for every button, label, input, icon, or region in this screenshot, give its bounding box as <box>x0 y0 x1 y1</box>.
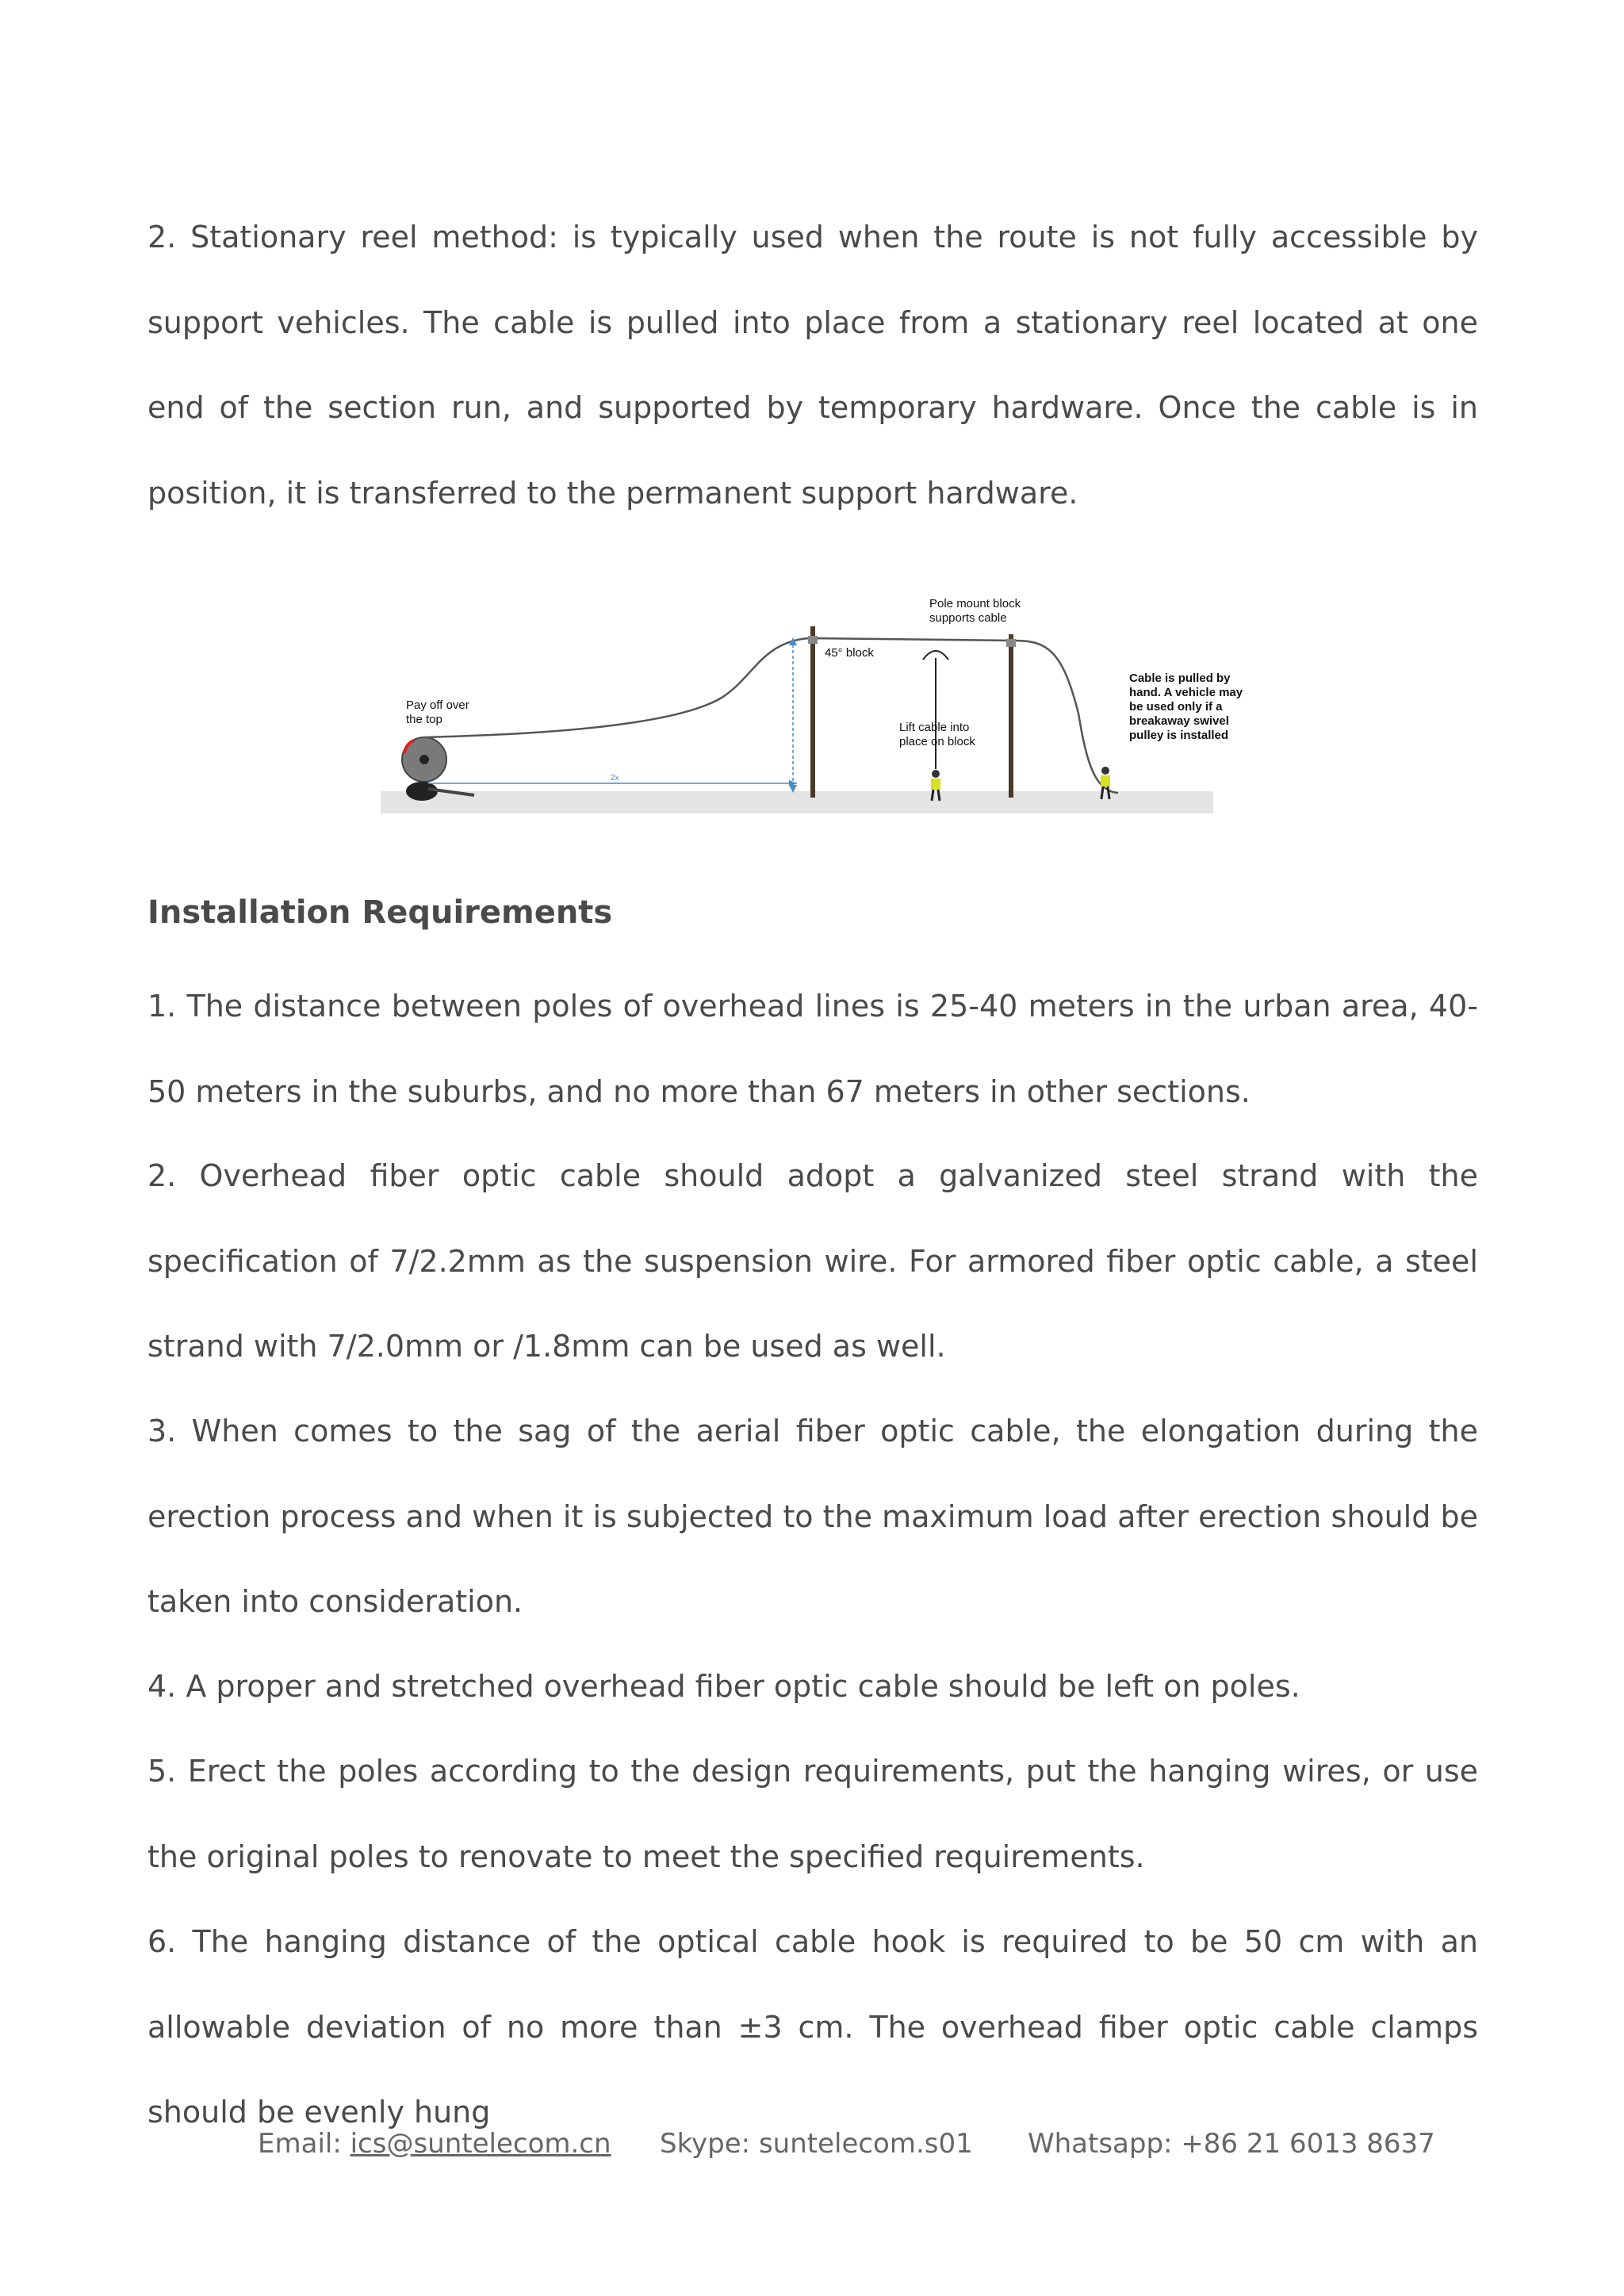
requirement-item-5: 5. Erect the poles according to the design requirements, put the hanging wires, or use the original poles to renovate to meet the specified requirements. <box>147 1754 1478 1874</box>
pulled-label-1: Cable is pulled by <box>1129 672 1231 685</box>
diagram-svg <box>381 587 1243 817</box>
reel-stand <box>406 782 438 801</box>
pulled-label-4: breakaway swivel <box>1129 714 1229 728</box>
section-heading: Installation Requirements <box>147 894 613 931</box>
footer-skype: Skype: suntelecom.s01 <box>660 2128 973 2160</box>
pay-off-label-2: the top <box>406 713 442 726</box>
requirement-item-1: 1. The distance between poles of overhead lines is 25-40 meters in the urban area, 40-50 meters in the suburbs, and no more than 67 meters in other sections. <box>147 989 1478 1109</box>
pay-off-label-1: Pay off over <box>406 698 469 712</box>
pole-2 <box>1009 634 1013 798</box>
email-label: Email: <box>258 2128 350 2160</box>
cable-line <box>424 638 1118 793</box>
distance-label: 2x <box>611 774 619 783</box>
requirement-item-2: 2. Overhead fiber optic cable should adopt a galvanized steel strand with the specification of 7/2.2mm as the suspension wire. For armored fiber optic cable, a steel strand with 7/2.0mm or /1.8mm can be used as well. <box>147 1158 1478 1364</box>
stationary-reel-paragraph: 2. Stationary reel method: is typically used when the route is not fully accessible by support vehicles. The cable is pulled into place from a stationary reel located at one end of the section run, and supported by temporary hardware. Once the cable is in position, it is transferred to the permanent support hardware. <box>147 220 1478 511</box>
requirement-item-3: 3. When comes to the sag of the aerial fiber optic cable, the elongation during the erection process and when it is subjected to the maximum load after erection should be taken into consideration. <box>147 1414 1478 1619</box>
requirement-item-6: 6. The hanging distance of the optical cable hook is required to be 50 cm with an allowable deviation of no more than ±3 cm. The overhead fiber optic cable clamps should be evenly hung <box>147 1924 1478 2130</box>
pulled-label-5: pulley is installed <box>1129 729 1229 742</box>
pulled-label-3: be used only if a <box>1129 700 1223 714</box>
lift-label-2: place on block <box>899 735 975 748</box>
footer-whatsapp: Whatsapp: +86 21 6013 8637 <box>1028 2128 1435 2160</box>
ground-strip <box>381 791 1213 813</box>
pole-1 <box>810 626 815 798</box>
requirement-item-4: 4. A proper and stretched overhead fiber optic cable should be left on poles. <box>147 1669 1300 1704</box>
block-45-icon <box>808 636 818 644</box>
reel-hub <box>419 755 429 764</box>
block-45-label: 45° block <box>825 646 874 660</box>
pole-mount-block-icon <box>1006 639 1016 647</box>
pole-mount-label-2: supports cable <box>929 611 1007 625</box>
lift-label-1: Lift cable into <box>899 721 970 734</box>
stationary-reel-diagram <box>381 587 1243 817</box>
pulled-label-2: hand. A vehicle may <box>1129 686 1243 699</box>
pole-mount-label-1: Pole mount block <box>929 597 1021 610</box>
footer-email <box>258 2128 611 2160</box>
email-link[interactable]: ics@suntelecom.cn <box>350 2128 611 2160</box>
